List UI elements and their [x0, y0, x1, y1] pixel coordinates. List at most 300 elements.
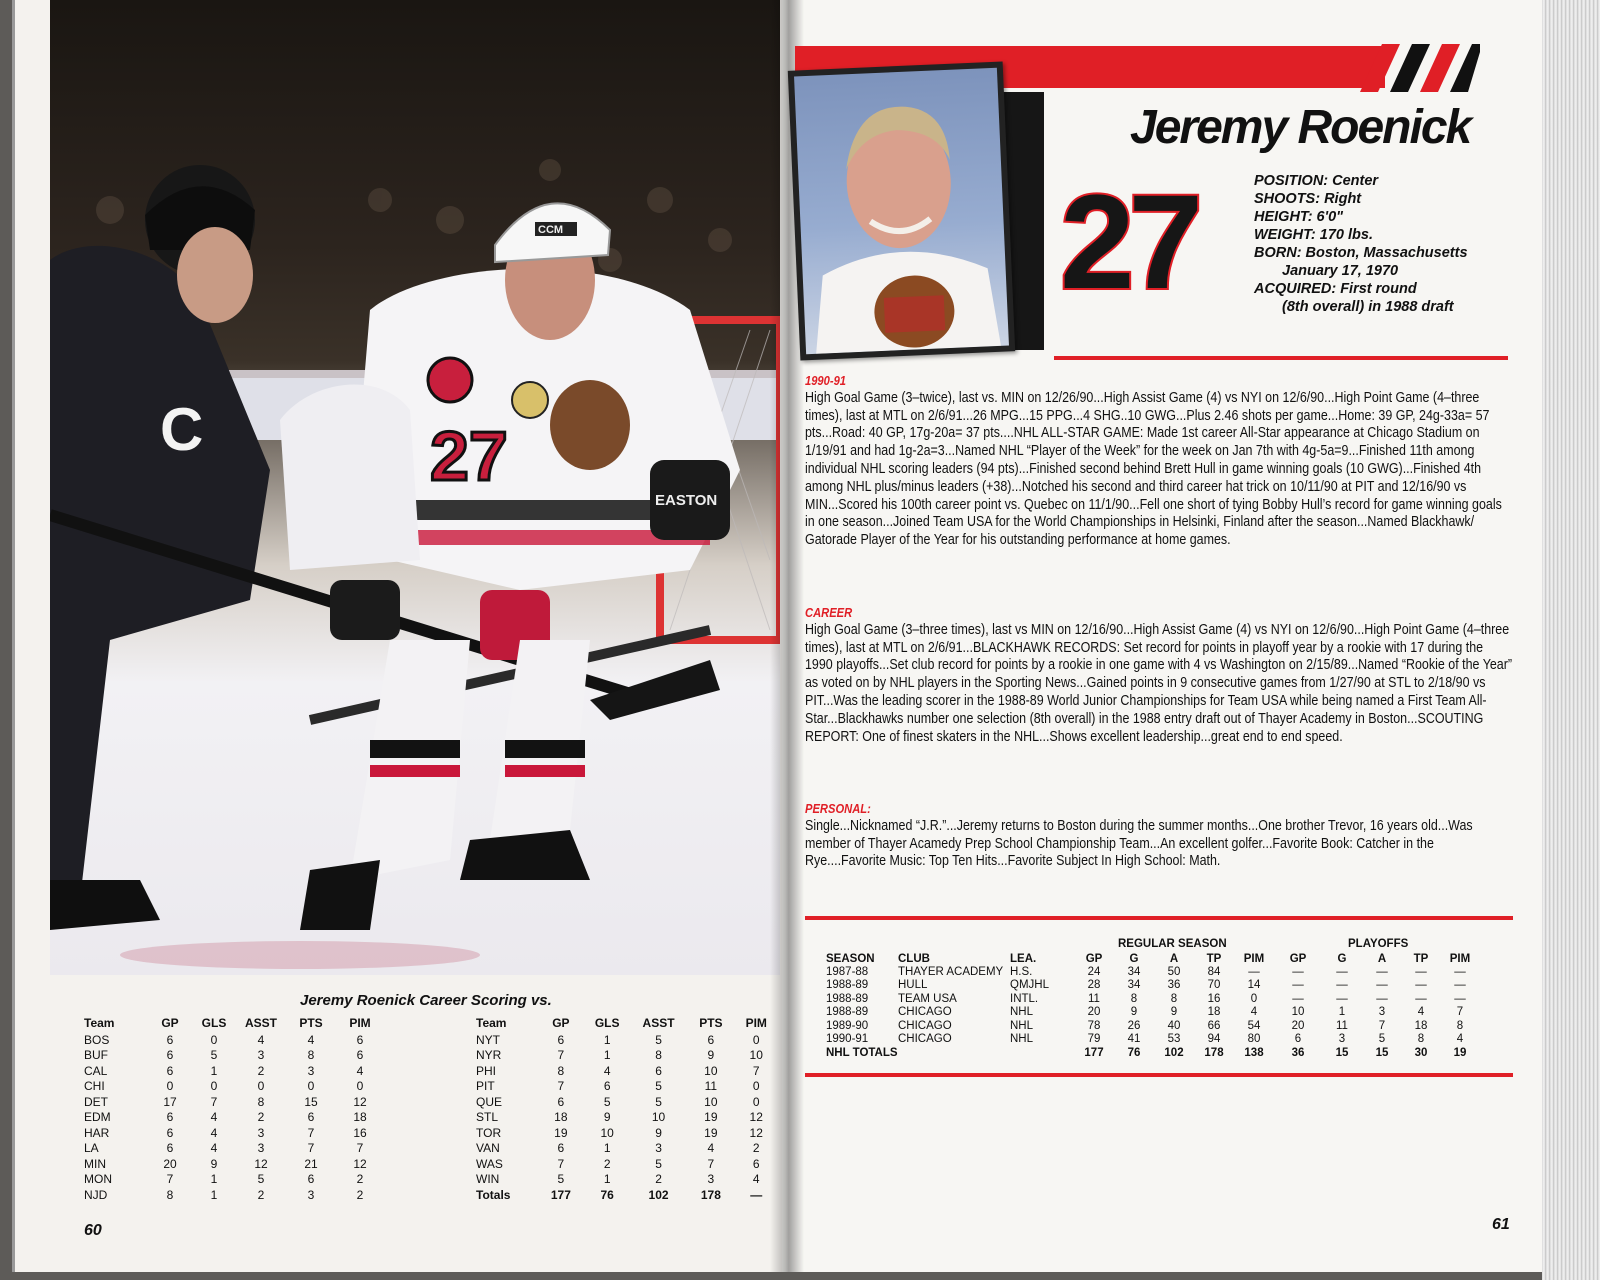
table-cell: 1988-89: [826, 979, 869, 992]
svg-text:27: 27: [430, 417, 508, 495]
table-cell: —: [1376, 965, 1388, 978]
table-cell: 24: [1087, 965, 1101, 978]
column-header: GLS: [201, 1016, 227, 1030]
table-cell: 3: [257, 1141, 265, 1156]
table-cell: 6: [557, 1094, 565, 1109]
column-header: GP: [161, 1016, 179, 1030]
table-row: [476, 1156, 776, 1172]
column-header: PIM: [745, 1016, 767, 1030]
table-cell: HAR: [84, 1125, 110, 1140]
table-cell: 5: [557, 1172, 565, 1187]
bio-height: HEIGHT: 6'0": [1254, 209, 1344, 225]
table-cell: 19: [704, 1125, 718, 1140]
totals-cell: —: [750, 1187, 763, 1202]
career-heading: CAREER: [805, 605, 853, 620]
table-row: [84, 1048, 384, 1064]
table-cell: 10: [1291, 1006, 1305, 1019]
totals-cell: 36: [1291, 1046, 1305, 1059]
column-header: PIM: [1449, 952, 1471, 965]
table-cell: 14: [1247, 979, 1261, 992]
table-cell: MIN: [84, 1156, 106, 1171]
table-cell: 2: [257, 1063, 265, 1078]
table-cell: —: [1415, 992, 1427, 1005]
page-edges: [1542, 0, 1600, 1280]
table-cell: 1: [603, 1141, 611, 1156]
totals-cell: 76: [1127, 1046, 1141, 1059]
table-cell: 80: [1247, 1033, 1261, 1046]
table-cell: 12: [353, 1094, 367, 1109]
table-cell: 6: [655, 1063, 662, 1078]
table-cell: CHICAGO: [898, 1033, 952, 1046]
table-cell: 19: [704, 1110, 718, 1125]
totals-cell: 102: [648, 1187, 669, 1202]
season-heading: 1990-91: [805, 373, 847, 388]
table-cell: 4: [257, 1032, 265, 1047]
table-cell: 3: [1338, 1033, 1346, 1046]
column-header: GP: [552, 1016, 570, 1030]
table-cell: CAL: [84, 1063, 108, 1078]
table-cell: 16: [1207, 992, 1221, 1005]
table-cell: 11: [1088, 992, 1100, 1005]
header-stripes: [1360, 44, 1480, 92]
table-row: [84, 1187, 384, 1203]
column-header: TP: [1206, 952, 1222, 965]
table-cell: 7: [557, 1079, 565, 1094]
totals-cell: 30: [1414, 1046, 1428, 1059]
table-cell: 6: [166, 1125, 174, 1140]
table-cell: 5: [1378, 1033, 1386, 1046]
table-row: [476, 1110, 776, 1126]
table-cell: 8: [166, 1187, 174, 1202]
bio-acquired: ACQUIRED: First round: [1254, 281, 1417, 297]
totals-cell: 19: [1453, 1046, 1467, 1059]
table-cell: 34: [1127, 979, 1141, 992]
regular-season-label: REGULAR SEASON: [1118, 938, 1227, 950]
table-cell: 4: [210, 1141, 218, 1156]
table-row: [476, 1032, 776, 1048]
table-cell: TOR: [476, 1125, 502, 1140]
table-cell: CHICAGO: [898, 1006, 952, 1019]
table-row: [476, 1063, 776, 1079]
table-cell: 7: [307, 1125, 315, 1140]
table-row: [84, 1094, 384, 1110]
table-cell: 6: [307, 1110, 315, 1125]
table-cell: 0: [1250, 992, 1258, 1005]
table-cell: 20: [1087, 1006, 1101, 1019]
table-cell: 5: [655, 1094, 662, 1109]
table-cell: THAYER ACADEMY: [898, 965, 1004, 978]
table-cell: 6: [166, 1048, 174, 1063]
bio-born-date: January 17, 1970: [1282, 263, 1399, 279]
table-cell: 2: [603, 1156, 611, 1171]
table-cell: NJD: [84, 1187, 108, 1202]
table-cell: 3: [707, 1172, 715, 1187]
table-cell: 2: [752, 1141, 760, 1156]
table-cell: 26: [1127, 1019, 1141, 1032]
table-cell: 6: [603, 1079, 611, 1094]
table-cell: CHI: [84, 1079, 105, 1094]
table-cell: 3: [257, 1048, 265, 1063]
table-cell: 66: [1207, 1019, 1221, 1032]
table-cell: 1987-88: [826, 965, 869, 978]
table-cell: EDM: [84, 1110, 111, 1125]
table-cell: QMJHL: [1010, 979, 1049, 992]
bio-born: BORN: Boston, Massachusetts: [1254, 245, 1468, 261]
table-cell: —: [1454, 979, 1466, 992]
table-cell: 5: [655, 1156, 662, 1171]
table-row: [84, 1032, 384, 1048]
table-cell: 7: [1456, 1006, 1464, 1019]
bio-acquired-detail: (8th overall) in 1988 draft: [1282, 299, 1454, 315]
table-cell: 4: [1456, 1033, 1464, 1046]
table-cell: 1: [1338, 1006, 1346, 1019]
table-cell: 5: [257, 1172, 265, 1187]
table-cell: 6: [166, 1141, 174, 1156]
table-cell: 18: [554, 1110, 568, 1125]
column-header: GP: [1085, 952, 1103, 965]
season-row: [826, 992, 1480, 1006]
column-header: A: [1169, 952, 1179, 965]
table-cell: 18: [353, 1110, 367, 1125]
table-cell: NHL: [1010, 1006, 1034, 1019]
action-photo: [50, 0, 780, 975]
table-row: [84, 1079, 384, 1095]
playoffs-label: PLAYOFFS: [1348, 938, 1409, 950]
table-cell: 7: [210, 1094, 218, 1109]
table-cell: 21: [304, 1156, 318, 1171]
table-cell: TEAM USA: [898, 992, 957, 1005]
table-cell: 8: [1130, 992, 1138, 1005]
table-cell: 8: [1170, 992, 1178, 1005]
table-cell: 70: [1207, 979, 1221, 992]
table-cell: 11: [1336, 1019, 1348, 1032]
table-cell: 5: [655, 1032, 662, 1047]
totals-cell: [1010, 1046, 1074, 1060]
table-cell: 12: [353, 1156, 367, 1171]
table-cell: NHL: [1010, 1033, 1034, 1046]
table-cell: 1988-89: [826, 1006, 869, 1019]
table-cell: 6: [1294, 1033, 1302, 1046]
column-header: GLS: [594, 1016, 620, 1030]
table-cell: 6: [307, 1172, 315, 1187]
column-header: TP: [1413, 952, 1429, 965]
player-bio: [1254, 172, 1468, 316]
table-cell: 0: [210, 1079, 218, 1094]
table-cell: 7: [307, 1141, 315, 1156]
table-cell: 3: [655, 1141, 662, 1156]
table-cell: 6: [166, 1032, 174, 1047]
table-cell: —: [1376, 979, 1388, 992]
totals-cell: NHL TOTALS: [826, 1046, 898, 1059]
table-cell: —: [1336, 979, 1348, 992]
table-cell: 9: [1130, 1006, 1138, 1019]
table-cell: HULL: [898, 979, 928, 992]
totals-cell: [898, 1046, 1010, 1060]
season-row: [826, 965, 1480, 979]
table-cell: 4: [210, 1110, 218, 1125]
bio-weight: WEIGHT: 170 lbs.: [1254, 227, 1373, 243]
career-stats-table: [826, 952, 1480, 1060]
table-cell: 6: [356, 1032, 364, 1047]
table-row: [84, 1063, 384, 1079]
column-header: G: [1129, 952, 1139, 965]
table-cell: 5: [603, 1094, 611, 1109]
totals-cell: 15: [1335, 1046, 1349, 1059]
column-header: Team: [476, 1016, 507, 1030]
season-row: [826, 979, 1480, 993]
table-cell: VAN: [476, 1141, 500, 1156]
table-row: [476, 1125, 776, 1141]
table-cell: 1: [210, 1187, 218, 1202]
table-cell: 4: [210, 1125, 218, 1140]
hockey-action-illustration: [50, 0, 780, 975]
career-section: [805, 604, 1513, 746]
totals-row: [826, 1046, 1480, 1060]
table-cell: 94: [1207, 1033, 1221, 1046]
page-number-left: 60: [84, 1222, 102, 1239]
totals-cell: 76: [600, 1187, 614, 1202]
personal-heading: PERSONAL:: [805, 801, 871, 816]
table-cell: —: [1292, 992, 1304, 1005]
table-cell: 10: [651, 1110, 666, 1125]
table-cell: PIT: [476, 1079, 495, 1094]
table-cell: —: [1336, 992, 1348, 1005]
table-cell: 41: [1127, 1033, 1141, 1046]
table-cell: —: [1336, 965, 1348, 978]
totals-cell: 177: [550, 1187, 571, 1202]
table-cell: 10: [704, 1063, 718, 1078]
personal-text: Single...Nicknamed “J.R.”...Jeremy returns to Boston during the summer months...One brother Trevor, 16 years old...Was member of Thayer Acamedy Prep School Championship Team...An excellent golfer...Favorite Book: Catcher in the Rye....Favorite Music: Top Ten Hits...Favorite Subject In High School: Math.: [805, 817, 1473, 870]
table-cell: 6: [557, 1032, 565, 1047]
table-cell: 0: [752, 1094, 760, 1109]
column-header: CLUB: [898, 952, 930, 965]
table-cell: 8: [257, 1094, 265, 1109]
column-header: PIM: [1243, 952, 1265, 965]
player-name: Jeremy Roenick: [1130, 101, 1471, 154]
table-cell: 4: [752, 1172, 760, 1187]
table-cell: 0: [307, 1079, 315, 1094]
personal-section: [805, 800, 1513, 871]
table-cell: 34: [1127, 965, 1141, 978]
table-cell: PHI: [476, 1063, 497, 1078]
table-cell: 6: [557, 1141, 565, 1156]
table-cell: 0: [752, 1079, 760, 1094]
table-row: [84, 1110, 384, 1126]
table-cell: 36: [1167, 979, 1181, 992]
table-cell: 7: [356, 1141, 364, 1156]
table-cell: 6: [356, 1048, 364, 1063]
column-header: A: [1377, 952, 1387, 965]
career-text: High Goal Game (3–three times), last vs MIN on 12/16/90...High Assist Game (4) vs NYI on 12/6/90...High Point Game (4–three times), last at MTL on 2/6/91...BLACKHAWK RECORDS: Set record for points in playoff year by a rookie with 17 during the 1990 playoffs...Set club record for points by a rookie in one game with 4 vs Washington on 2/15/89...Named “Rookie of the Year” as voted on by NHL players in the Sporting News...Gained points in 9 consecutive games from 1/27/90 at STL to 2/18/90 vs PIT...Was the leading scorer in the 1988-89 World Junior Championships for Team USA while being named a First Team All-Star...Blackhawks number one selection (8th overall) in the 1988 entry draft out of Thayer Academy in Boston...SCOUTING REPORT: One of finest skaters in the NHL...Shows excellent leadership...great end to end speed.: [805, 621, 1513, 745]
table-cell: 3: [307, 1063, 315, 1078]
table-cell: NYR: [476, 1048, 502, 1063]
totals-cell: Totals: [476, 1187, 511, 1202]
table-cell: 7: [1378, 1019, 1386, 1032]
table-cell: NHL: [1010, 1019, 1034, 1032]
season-row: [826, 1006, 1480, 1020]
table-cell: —: [1454, 992, 1466, 1005]
bio-position: POSITION: Center: [1254, 173, 1379, 189]
table-row: [84, 1141, 384, 1157]
table-cell: H.S.: [1010, 965, 1033, 978]
table-cell: 8: [655, 1048, 662, 1063]
table-cell: —: [1292, 979, 1304, 992]
table-cell: 1: [210, 1172, 218, 1187]
table-cell: 9: [210, 1156, 218, 1171]
column-header: GP: [1289, 952, 1307, 965]
table-cell: 7: [707, 1156, 715, 1171]
column-header: Team: [84, 1016, 115, 1030]
column-header: G: [1337, 952, 1347, 965]
table-cell: 16: [353, 1125, 367, 1140]
table-cell: 1: [603, 1048, 611, 1063]
table-cell: 1: [603, 1172, 611, 1187]
table-row: [84, 1156, 384, 1172]
table-cell: 1989-90: [826, 1019, 869, 1032]
table-cell: WIN: [476, 1172, 500, 1187]
totals-cell: 15: [1375, 1046, 1389, 1059]
table-cell: 1990-91: [826, 1033, 869, 1046]
table-cell: 10: [704, 1094, 718, 1109]
table-cell: 6: [707, 1032, 715, 1047]
table-cell: —: [1415, 979, 1427, 992]
divider-stats-top: [805, 916, 1513, 920]
jersey-number: 27: [1060, 168, 1198, 317]
table-cell: WAS: [476, 1156, 503, 1171]
table-row: [476, 1048, 776, 1064]
table-cell: 3: [1378, 1006, 1386, 1019]
season-row: [826, 1019, 1480, 1033]
table-cell: 0: [356, 1079, 364, 1094]
table-row: [476, 1094, 776, 1110]
totals-cell: 102: [1164, 1046, 1184, 1059]
scoring-vs-table-right: [476, 1016, 776, 1203]
table-cell: 7: [557, 1156, 565, 1171]
table-cell: 84: [1207, 965, 1221, 978]
table-cell: 7: [557, 1048, 565, 1063]
table-cell: 6: [166, 1110, 174, 1125]
table-cell: 8: [307, 1048, 315, 1063]
page-number-right: 61: [1492, 1216, 1510, 1233]
table-cell: BUF: [84, 1048, 108, 1063]
table-cell: NYT: [476, 1032, 500, 1047]
table-cell: 79: [1087, 1033, 1101, 1046]
table-cell: —: [1415, 965, 1427, 978]
table-row: [476, 1141, 776, 1157]
table-cell: 12: [749, 1125, 763, 1140]
table-cell: 3: [307, 1187, 315, 1202]
table-cell: 12: [254, 1156, 268, 1171]
table-cell: 4: [1250, 1006, 1258, 1019]
table-cell: MON: [84, 1172, 112, 1187]
table-cell: —: [1376, 992, 1388, 1005]
svg-text:EASTON: EASTON: [655, 492, 718, 509]
column-header: PIM: [349, 1016, 371, 1030]
svg-text:C: C: [160, 396, 204, 463]
table-cell: 9: [1170, 1006, 1178, 1019]
table-cell: 0: [210, 1032, 218, 1047]
divider-stats-bottom: [805, 1073, 1513, 1077]
season-section: [805, 372, 1513, 550]
table-cell: 20: [1291, 1019, 1305, 1032]
table-cell: 1: [210, 1063, 218, 1078]
table-cell: 7: [166, 1172, 174, 1187]
table-cell: 40: [1167, 1019, 1181, 1032]
table-cell: —: [1248, 965, 1260, 978]
table-cell: 8: [557, 1063, 565, 1078]
player-headshot: [788, 61, 1015, 360]
season-text: High Goal Game (3–twice), last vs. MIN on 12/26/90...High Assist Game (4) vs NYI on 12/6/90...High Point Game (4–three times), last at MTL on 2/6/91...26 MPG...15 PPG...4 SHG..10 GWG...Plus 2.46 shots per game...Home: 39 GP, 24g-33a= 57 pts...Road: 40 GP, 17g-20a= 37 pts....NHL ALL-STAR GAME: Made 1st career All-Star appearance at Chicago Stadium on 1/19/91 and had 1g-2a=3...Named NHL “Player of the Week” for the week on Jan 7th with 4g-5a=9...Finished 11th among individual NHL scoring leaders (94 pts)...Finished second behind Brett Hull in game winning goals (10 GWG)...Finished 4th among NHL plus/minus leaders (+38)...Notched his second and third career hat trick on 10/11/90 at PIT and 12/16/90 vs MIN...Scored his 100th career point vs. Quebec on 11/1/90...Fell one short of tying Bobby Hull’s record for game winning goals in one season...Joined Team USA for the World Championships in Helsinki, Finland after the season...Named Blackhawk/ Gatorade Player of the Year for his outstanding performance at home games.: [805, 389, 1502, 549]
table-cell: 4: [603, 1063, 611, 1078]
table-cell: 19: [554, 1125, 568, 1140]
table-cell: 7: [752, 1063, 760, 1078]
table-row: [84, 1172, 384, 1188]
scoring-caption: Jeremy Roenick Career Scoring vs.: [300, 992, 552, 1009]
table-cell: 9: [655, 1125, 662, 1140]
column-header: ASST: [642, 1016, 675, 1030]
column-header: LEA.: [1010, 952, 1037, 965]
table-cell: 78: [1087, 1019, 1101, 1032]
table-cell: 6: [752, 1156, 760, 1171]
table-cell: 8: [1417, 1033, 1425, 1046]
table-cell: 11: [704, 1079, 718, 1094]
table-cell: 18: [1207, 1006, 1221, 1019]
column-header: PTS: [299, 1016, 323, 1030]
table-cell: 20: [163, 1156, 177, 1171]
totals-cell: 178: [700, 1187, 721, 1202]
table-cell: 17: [163, 1094, 177, 1109]
table-cell: 4: [1417, 1006, 1425, 1019]
table-cell: 0: [166, 1079, 174, 1094]
column-header: ASST: [244, 1016, 277, 1030]
table-cell: 3: [257, 1125, 265, 1140]
table-cell: 28: [1087, 979, 1101, 992]
table-cell: 5: [655, 1079, 662, 1094]
table-cell: 2: [356, 1172, 364, 1187]
table-cell: 10: [749, 1048, 763, 1063]
table-cell: QUE: [476, 1094, 503, 1109]
table-cell: 15: [304, 1094, 318, 1109]
table-cell: CHICAGO: [898, 1019, 952, 1032]
table-cell: —: [1454, 965, 1466, 978]
table-cell: 0: [257, 1079, 265, 1094]
totals-cell: 177: [1084, 1046, 1104, 1059]
table-row: [84, 1125, 384, 1141]
table-cell: 50: [1167, 965, 1181, 978]
table-cell: 6: [166, 1063, 174, 1078]
table-cell: 1988-89: [826, 992, 869, 1005]
table-cell: INTL.: [1010, 992, 1039, 1005]
totals-cell: 178: [1204, 1046, 1224, 1059]
table-cell: 54: [1247, 1019, 1261, 1032]
table-cell: 2: [356, 1187, 364, 1202]
table-cell: 9: [603, 1110, 611, 1125]
table-cell: 4: [356, 1063, 364, 1078]
svg-text:CCM: CCM: [538, 224, 564, 236]
table-cell: 8: [1456, 1019, 1464, 1032]
table-cell: 10: [600, 1125, 614, 1140]
table-cell: 5: [210, 1048, 218, 1063]
totals-cell: 138: [1244, 1046, 1264, 1059]
table-cell: 2: [655, 1172, 662, 1187]
table-row: [476, 1172, 776, 1188]
table-cell: LA: [84, 1141, 99, 1156]
table-cell: —: [1292, 965, 1304, 978]
headshot-illustration: [794, 68, 1009, 355]
scoring-vs-table-left: [84, 1016, 384, 1203]
season-row: [826, 1033, 1480, 1047]
table-cell: 18: [1414, 1019, 1428, 1032]
